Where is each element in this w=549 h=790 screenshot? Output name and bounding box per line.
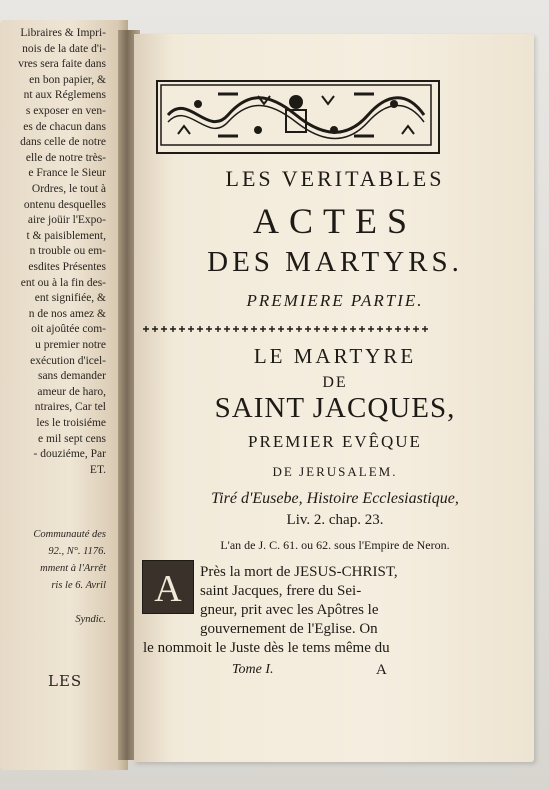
left-page-line: les le troisiéme	[36, 417, 106, 429]
left-page-line: es de chacun dans	[23, 120, 106, 133]
fleuron-cross	[368, 326, 374, 332]
left-page-line: elle de notre très-	[25, 151, 106, 164]
left-page-line: ameur de haro,	[37, 385, 106, 398]
left-page-line: e France le Sieur	[28, 167, 106, 180]
part-heading: PREMIERE PARTIE.	[246, 291, 424, 310]
left-page-line: u premier notre	[35, 339, 106, 351]
left-page-note-line: ris le 6. Avril	[51, 580, 106, 591]
left-page-note-line: mment à l'Arrêt	[40, 563, 106, 574]
fleuron-cross	[341, 326, 347, 332]
fleuron-cross	[143, 326, 149, 332]
left-page	[0, 20, 128, 770]
fleuron-cross	[188, 326, 194, 332]
subtitle-line-2: DE	[322, 374, 348, 391]
body-line-4: gouvernement de l'Eglise. On	[200, 621, 378, 637]
fleuron-cross	[422, 326, 428, 332]
fleuron-cross	[377, 326, 383, 332]
left-page-line: n de nos amez &	[28, 307, 106, 320]
decorated-initial	[142, 560, 194, 614]
fleuron-cross	[287, 326, 293, 332]
body-line-5: le nommoit le Juste dès le tems même du	[143, 640, 390, 656]
left-page-line: ntraires, Car tel	[34, 401, 106, 414]
left-page-line: ent signifiée, &	[34, 292, 106, 305]
title-line-2: ACTES	[252, 201, 417, 241]
fleuron-cross	[260, 326, 266, 332]
source-line-1: Tiré d'Eusebe, Histoire Ecclesiastique,	[211, 490, 459, 507]
left-page-note-line: Syndic.	[75, 614, 106, 625]
left-page-line: aire joüir l'Expo-	[27, 214, 106, 227]
fleuron-cross	[305, 326, 311, 332]
fleuron-cross	[179, 326, 185, 332]
headpiece-ornament-graphic	[158, 82, 434, 148]
fleuron-cross	[350, 326, 356, 332]
left-page-line: t & paisiblement,	[26, 229, 106, 242]
fleuron-cross	[296, 326, 302, 332]
fleuron-cross	[215, 326, 221, 332]
left-page-note-line: 92., N°. 1176.	[48, 546, 106, 557]
fleuron-cross	[170, 326, 176, 332]
left-page-line: oit ajoûtée com-	[31, 323, 106, 336]
fleuron-cross	[233, 326, 239, 332]
fleuron-cross	[224, 326, 230, 332]
fleuron-cross	[161, 326, 167, 332]
title-line-3: DES MARTYRS.	[207, 246, 463, 278]
fleuron-cross	[395, 326, 401, 332]
footer-signature: A	[376, 662, 387, 678]
left-page-note-line: Communauté des	[33, 529, 106, 540]
date-line: L'an de J. C. 61. ou 62. sous l'Empire de Neron.	[220, 538, 450, 552]
title-line-1: LES VERITABLES	[225, 166, 445, 191]
fleuron-cross	[413, 326, 419, 332]
left-page-line: exécution d'icel-	[30, 354, 106, 367]
fleuron-rule	[142, 323, 434, 335]
subtitle-line-4: PREMIER EVÊQUE	[248, 432, 422, 451]
fleuron-cross	[404, 326, 410, 332]
fleuron-cross	[278, 326, 284, 332]
left-page-line: - douziéme, Par	[33, 448, 106, 461]
left-page-line: n trouble ou em-	[29, 245, 106, 258]
fleuron-cross	[197, 326, 203, 332]
left-page-line: e mil sept cens	[37, 432, 106, 445]
left-page-line: vres sera faite dans	[18, 58, 106, 71]
left-page-line: nois de la date d'i-	[22, 42, 106, 55]
fleuron-cross	[359, 326, 365, 332]
fleuron-cross	[314, 326, 320, 332]
fleuron-cross	[242, 326, 248, 332]
subtitle-line-5: DE JERUSALEM.	[272, 464, 398, 479]
left-page-line: ontenu desquelles	[23, 198, 106, 211]
left-page-line: dans celle de notre	[20, 136, 106, 149]
fleuron-cross	[269, 326, 275, 332]
headpiece-ornament	[156, 80, 440, 154]
fleuron-cross	[251, 326, 257, 332]
footer-volume: Tome I.	[232, 662, 274, 677]
left-page-line: Ordres, le tout à	[31, 183, 106, 195]
left-page-line: ent ou à la fin des-	[20, 276, 106, 289]
subtitle-line-1: LE MARTYRE	[253, 344, 417, 368]
left-page-line: ET.	[89, 463, 106, 476]
body-line-3: gneur, prit avec les Apôtres le	[200, 602, 379, 618]
fleuron-cross	[206, 326, 212, 332]
source-line-2: Liv. 2. chap. 23.	[286, 512, 384, 528]
body-line-2: saint Jacques, frere du Sei-	[200, 583, 362, 599]
subtitle-line-3: SAINT JACQUES,	[214, 392, 456, 424]
initial-letter: A	[154, 568, 182, 610]
left-page-line: Libraires & Impri-	[20, 27, 106, 39]
left-page-line: sans demander	[37, 370, 106, 383]
left-page-line: en bon papier, &	[29, 73, 106, 86]
left-page-line: esdites Présentes	[28, 261, 106, 273]
fleuron-cross	[152, 326, 158, 332]
left-page-line: s exposer en ven-	[25, 105, 106, 117]
catchword: LES	[48, 672, 83, 690]
fleuron-cross	[323, 326, 329, 332]
fleuron-cross	[386, 326, 392, 332]
left-page-line: nt aux Réglemens	[23, 89, 106, 102]
fleuron-cross	[332, 326, 338, 332]
body-line-1: Près la mort de JESUS-CHRIST,	[200, 564, 398, 580]
